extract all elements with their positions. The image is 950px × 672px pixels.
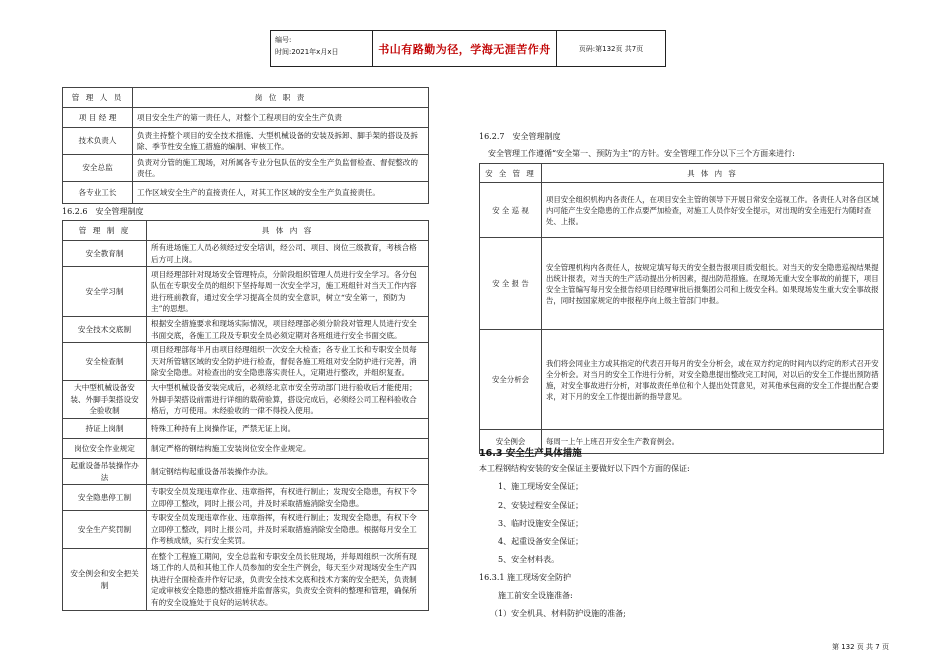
duty-cell: 负责主持整个项目的安全技术措施、大型机械设备的安装及拆卸、脚手架的搭设及拆除、季节性安全施工措施的编制、审核工作。 [133, 128, 429, 155]
section-heading-16-2-6: 16.2.6 安全管理制度 [62, 207, 144, 216]
content-cell: 专职安全员发现违章作业、违章指挥，有权进行制止；发现安全隐患，有权下令立即停工整改，同时上报公司，并及时采取措施消除安全隐患。 [147, 485, 429, 511]
content-cell: 根据安全措施要求和现场实际情况，项目经理部必须分阶段对管理人员进行安全书面交底，各施工工段及专职安全员必须定期对各班组进行安全书面交底。 [147, 317, 429, 343]
header-page-info: 页码:第132页 共7页 [578, 44, 644, 53]
page-header [270, 30, 666, 67]
table-header-cell: 安 全 管 理 [480, 164, 542, 183]
system-cell: 安全教育制 [63, 241, 147, 267]
table-row [480, 330, 884, 430]
category-cell: 安全分析会 [480, 330, 542, 430]
duty-cell: 项目安全生产的第一责任人，对整个工程项目的安全生产负责 [133, 108, 429, 128]
category-cell: 安 全 报 告 [480, 238, 542, 330]
table-row [63, 317, 429, 343]
system-cell: 安全学习制 [63, 267, 147, 317]
table-header-cell: 岗 位 职 责 [133, 88, 429, 108]
table-row [63, 439, 429, 459]
table-header-row [480, 164, 884, 183]
category-cell: 安全例会 [480, 430, 542, 454]
doc-time-label: 时间:2021年x月x日 [275, 48, 339, 56]
content-cell: 安全管理机构内各责任人，按规定填写每天的安全报告报项目质安组长。对当天的安全隐患巡视结果提出统计报表，对当天的生产活动提出分析因素，提出防范措施。在现场无重大安全事故的前提下，项目安全主管编写每月安全报告经项目经理审批后报集团公司和上级安全科。如果现场发生重大安全事故报告，同时按国家规定的申报程序向上级主管部门申报。 [542, 238, 884, 330]
content-cell: 在整个工程施工期间，安全总监和专职安全员长驻现场，并每周组织一次所有现场工作的人员和其他工作人员参加的安全生产例会，每天至少对现场安全生产四执进行全面检查并作好记录，负责安全技术交底和技术方案的安全把关，负责制定或审核安全隐患的整改措施并监督落实，负责安全资料的整理和管理，确保所有的安全设施处于良好的运转状态。 [147, 549, 429, 611]
list-item: 3、临时设施安全保证； [498, 519, 584, 528]
table-row [63, 182, 429, 204]
category-cell: 安 全 巡 视 [480, 183, 542, 238]
table-row [63, 108, 429, 128]
section-heading-16-3: 16.3 安全生产具体措施 [479, 448, 582, 459]
content-cell: 项目安全组织机构内各责任人，在项目安全主管的领导下开展日常安全巡视工作。各责任人对各自区域内可能产生安全隐患的工作点要严加检查，对施工人员作好安全提示，对出现的安全违犯行为随时查处、上报。 [542, 183, 884, 238]
system-cell: 安全技术交底制 [63, 317, 147, 343]
content-cell: 每周一上午上班召开安全生产教育例会。 [542, 430, 884, 454]
system-cell: 安全生产奖罚制 [63, 511, 147, 549]
table-header-cell: 管 理 人 员 [63, 88, 133, 108]
duty-cell: 负责对分管的施工现场，对所属各专业分包队伍的安全生产负监督检查、督促整改的责任。 [133, 155, 429, 182]
role-cell: 技术负责人 [63, 128, 133, 155]
doc-number-label: 编号: [275, 36, 292, 44]
table-row [63, 381, 429, 419]
system-cell: 岗位安全作业规定 [63, 439, 147, 459]
content-cell: 所有进场施工人员必须经过安全培训，经公司、项目、岗位三级教育，考核合格后方可上岗。 [147, 241, 429, 267]
system-cell: 安全检查制 [63, 343, 147, 381]
role-cell: 项 目 经 理 [63, 108, 133, 128]
list-item: （1）安全机具、材料防护设施的准备; [490, 609, 626, 618]
system-cell: 安全例会和安全把关制 [63, 549, 147, 611]
table-header-cell: 具 体 内 容 [542, 164, 884, 183]
content-cell: 制定严格的钢结构施工安装岗位安全作业规定。 [147, 439, 429, 459]
table-row [63, 155, 429, 182]
list-item: 4、起重设备安全保证； [498, 537, 584, 546]
responsibility-table [62, 87, 429, 204]
content-cell: 制定钢结构起重设备吊装操作办法。 [147, 459, 429, 485]
table-row [63, 128, 429, 155]
system-cell: 大中型机械设备安装、外脚手架搭设安全验收制 [63, 381, 147, 419]
table-row [480, 183, 884, 238]
table-row [63, 419, 429, 439]
system-cell: 安全隐患停工制 [63, 485, 147, 511]
content-cell: 项目经理部针对现场安全管理特点，分阶段组织管理人员进行安全学习。各分包队伍在专职安全员的组织下坚持每周一次安全学习，施工班组针对当天工作内容进行班前教育，通过安全学习提高全员的安全意识，树立“安全第一，预防为主”的思想。 [147, 267, 429, 317]
list-item: 5、安全材料表。 [498, 555, 560, 564]
safety-management-table [479, 163, 884, 454]
section-16-3-intro: 本工程钢结构安装的安全保证主要做好以下四个方面的保证: [479, 464, 690, 473]
table-row [63, 549, 429, 611]
management-system-table [62, 220, 429, 611]
table-row [480, 238, 884, 330]
table-row [63, 511, 429, 549]
section-heading-16-2-7: 16.2.7 安全管理制度 [479, 132, 561, 141]
content-cell: 特殊工种持有上岗操作证，严禁无证上岗。 [147, 419, 429, 439]
header-motto: 书山有路勤为径，学海无涯苦作舟 [373, 31, 557, 66]
list-item: 1、施工现场安全保证； [498, 482, 584, 491]
section-heading-16-3-1: 16.3.1 施工现场安全防护 [479, 573, 571, 582]
section-16-2-7-intro: 安全管理工作遵循“安全第一、预防为主”的方针。安全管理工作分以下三个方面来进行: [488, 149, 795, 158]
table-header-cell: 管 理 制 度 [63, 221, 147, 241]
page-footer: 第 132 页 共 7 页 [832, 643, 889, 651]
header-meta [271, 31, 373, 66]
content-cell: 我们将会同业主方或其指定的代表召开每月的安全分析会，或在双方约定的时间内以约定的形式召开安全分析会。对当月的安全工作进行分析，对安全隐患提出整改完工时间，对以后的安全工作提出预防措施，对安全事故进行分析，对事故责任单位和个人提出处罚意见，对其他承包商的安全工作提出配合要求，对下月的安全工作提出新的指导意见。 [542, 330, 884, 430]
system-cell: 持证上岗制 [63, 419, 147, 439]
list-item: 2、安装过程安全保证； [498, 501, 584, 510]
subheading: 施工前安全设施准备: [498, 591, 573, 600]
system-cell: 起重设备吊装操作办法 [63, 459, 147, 485]
table-row [63, 459, 429, 485]
table-row [63, 343, 429, 381]
content-cell: 专职安全员发现违章作业、违章指挥，有权进行制止；发现安全隐患，有权下令立即停工整改，同时上报公司，并及时采取措施消除安全隐患。根据每月安全工作考核成绩，实行安全奖罚。 [147, 511, 429, 549]
table-row [63, 241, 429, 267]
table-row [63, 485, 429, 511]
table-row [63, 267, 429, 317]
content-cell: 大中型机械设备安装完成后，必须经北京市安全劳动部门进行验收后才能使用；外脚手架搭设前需进行详细的载荷验算，搭设完成后，必须经公司工程科验收合格后，方可使用。未经验收的一律不得投入使用。 [147, 381, 429, 419]
duty-cell: 工作区域安全生产的直接责任人，对其工作区域的安全生产负直接责任。 [133, 182, 429, 204]
role-cell: 各专业工长 [63, 182, 133, 204]
table-header-row [63, 221, 429, 241]
content-cell: 项目经理部每半月由项目经理组织一次安全大检查；各专业工长和专职安全员每天对所管辖区域的安全防护进行检查，督促各施工班组对安全防护进行完善，消除安全隐患。对检查出的安全隐患落实责任人，定期进行整改，并组织复查。 [147, 343, 429, 381]
table-header-cell: 具 体 内 容 [147, 221, 429, 241]
table-header-row [63, 88, 429, 108]
role-cell: 安全总监 [63, 155, 133, 182]
